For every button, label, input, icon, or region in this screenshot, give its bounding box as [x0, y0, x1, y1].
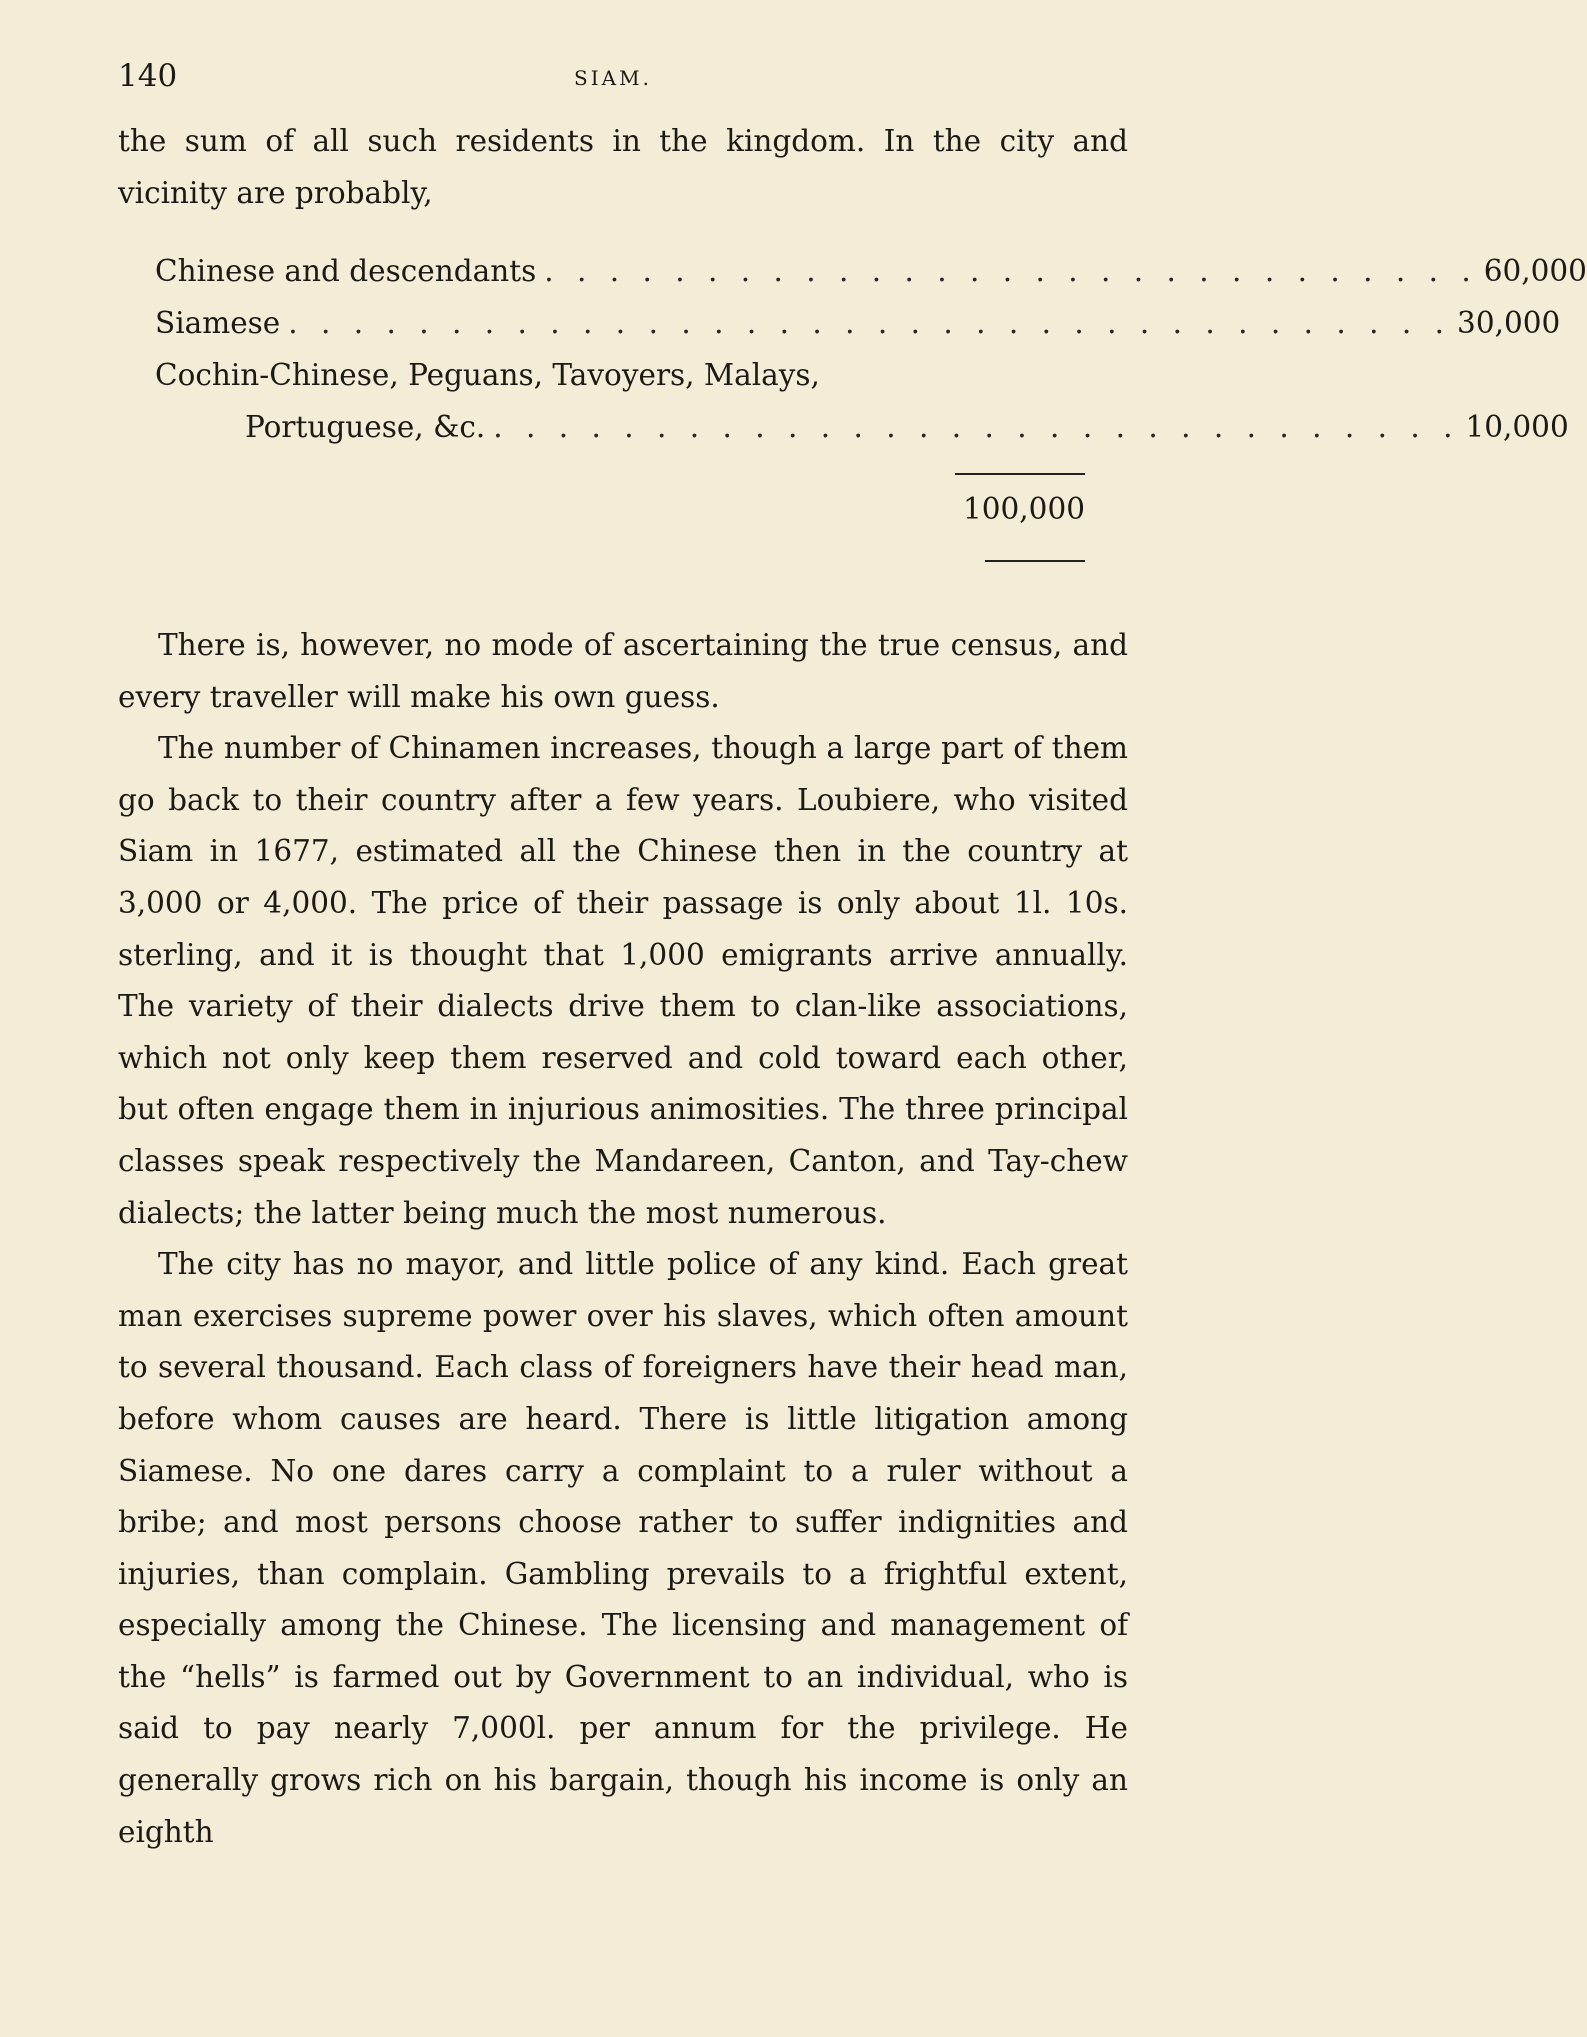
population-table: [155, 254, 1587, 462]
running-head: SIAM.: [574, 66, 652, 90]
main-text: [118, 620, 1128, 1858]
sum-rule: [955, 473, 1085, 475]
end-rule: [985, 560, 1085, 562]
leader-dots: . . . . . . . . . . . . . . . . . . . . . . . . . . . . .: [544, 254, 1478, 288]
page-header: [118, 58, 1108, 98]
row-value: 10,000: [1465, 410, 1569, 444]
leader-dots: . . . . . . . . . . . . . . . . . . . . . . . . . . . . . . . . . . . .: [288, 306, 1452, 340]
table-row: [155, 358, 1087, 410]
row-value: 30,000: [1457, 306, 1561, 340]
paragraph: The number of Chinamen increases, though a large part of them go back to their country after a few years. Loubiere, who visited Siam in 1677, estimated all the Chinese then in the country at 3,000 or 4,000. The price of their passage is only about 1l. 10s. sterling, and it is thought that 1,000 emigrants arrive annually. The variety of their dialects drive them to clan-like associations, which not only keep them reserved and cold toward each other, but often engage them in injurious animosities. The three principal classes speak respectively the Mandareen, Canton, and Tay-chew dialects; the latter being much the most numerous.: [118, 731, 1128, 1230]
row-label: Cochin-Chinese, Peguans, Tavoyers, Malays,: [155, 358, 820, 392]
intro-paragraph: [118, 116, 1128, 219]
row-label: Portuguese, &c.: [245, 410, 486, 444]
row-label: Siamese: [155, 306, 281, 340]
row-value: 60,000: [1483, 254, 1587, 288]
leader-dots: . . . . . . . . . . . . . . . . . . . . . . . . . . . . . .: [493, 410, 1460, 444]
paragraph: The city has no mayor, and little police of any kind. Each great man exercises supreme power over his slaves, which often amount to several thousand. Each class of foreigners have their head man, before whom causes are heard. There is little litigation among Siamese. No one dares carry a complaint to a ruler without a bribe; and most persons choose rather to suffer indignities and injuries, than complain. Gambling prevails to a frightful extent, especially among the Chinese. The licensing and management of the “hells” is farmed out by Government to an individual, who is said to pay nearly 7,000l. per annum for the privilege. He generally grows rich on his bargain, though his income is only an eighth: [118, 1247, 1128, 1849]
paragraph: There is, however, no mode of ascertaining the true census, and every traveller will make his own guess.: [118, 628, 1128, 714]
table-row: [155, 306, 1561, 358]
page-number: 140: [118, 58, 178, 94]
paragraph: the sum of all such residents in the kingdom. In the city and vicinity are probably,: [118, 124, 1128, 210]
row-label: Chinese and descendants: [155, 254, 537, 288]
table-row: [155, 254, 1587, 306]
table-row: [155, 410, 1569, 462]
table-total: 100,000: [963, 492, 1085, 526]
